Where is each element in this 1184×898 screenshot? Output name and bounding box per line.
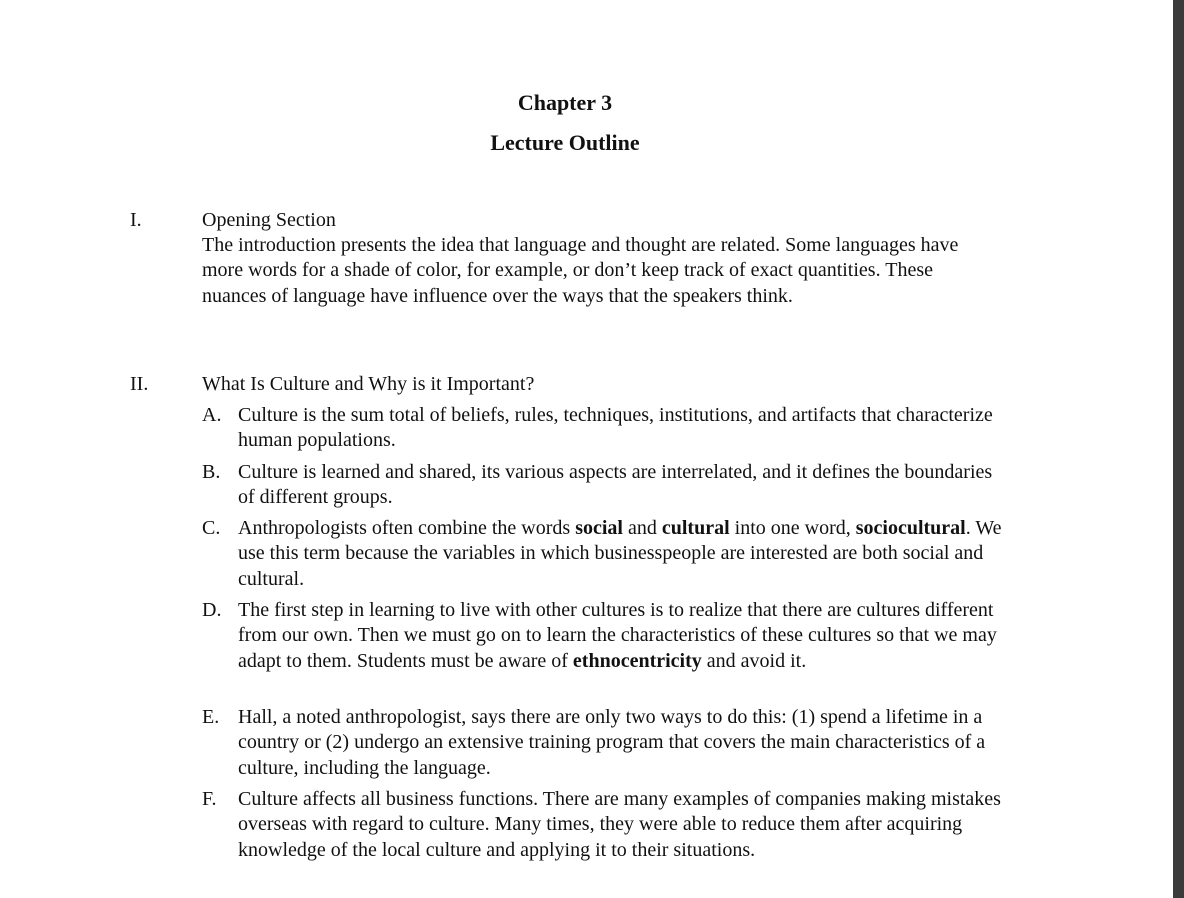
- outline-item-text: [238, 598, 1002, 674]
- outline-item-letter: D.: [202, 599, 222, 621]
- section-1-body: The introduction presents the idea that language and thought are related. Some languages have more words for a shade of color, for example, or don’t keep track of exact quantities. These nuances of language have influence over the ways that the speakers think.: [202, 234, 959, 307]
- term-ethnocentricity: ethnocentricity: [572, 649, 702, 672]
- outline-item-text: Culture affects all business functions. There are many examples of companies making mistakes overseas with regard to culture. Many times, they were able to reduce them after acquiring knowledge of the local culture and applying it to their situations.: [238, 788, 1001, 861]
- outline-item-e: [202, 705, 1002, 781]
- term-social: social: [575, 517, 623, 539]
- chapter-title: Chapter 3: [517, 90, 613, 115]
- section-1-title: Opening Section: [202, 209, 336, 231]
- outline-item-b: [202, 460, 1002, 511]
- text-run: The first step in learning to live with other cultures is to realize that there are cultures different from our own. Then we must go on to learn the characteristics of these cultures so that we may adapt to them. Students must be aware of: [238, 599, 997, 672]
- outline-item-letter: C.: [202, 517, 221, 539]
- section-2-title: What Is Culture and Why is it Important?: [202, 373, 535, 395]
- scrollbar[interactable]: [1173, 0, 1184, 898]
- outline-item-letter: B.: [202, 461, 221, 483]
- outline-item-f: [202, 787, 1002, 863]
- section-1-numeral: I.: [130, 209, 142, 231]
- outline-item-text: Culture is learned and shared, its various aspects are interrelated, and it defines the boundaries of different groups.: [238, 461, 993, 509]
- text-run: . We use this term because the variables in which businesspeople are interested are both social and cultural.: [238, 517, 1002, 590]
- outline-item-letter: A.: [202, 404, 222, 426]
- outline-item-letter: F.: [202, 788, 217, 810]
- outline-item-text: [238, 516, 1002, 592]
- lecture-outline-title: Lecture Outline: [490, 130, 640, 155]
- outline-item-d: [202, 598, 1002, 674]
- outline-item-a: [202, 403, 1002, 454]
- outline-item-c: [202, 516, 1002, 592]
- text-run: into one word,: [729, 517, 856, 539]
- term-cultural: cultural: [661, 517, 730, 539]
- outline-item-text: Culture is the sum total of beliefs, rules, techniques, institutions, and artifacts that characterize human populations.: [238, 404, 993, 452]
- text-run: and avoid it.: [701, 649, 807, 672]
- term-sociocultural: sociocultural: [855, 517, 966, 539]
- text-run: Anthropologists often combine the words: [238, 517, 576, 539]
- text-run: and: [622, 517, 662, 539]
- section-2-numeral: II.: [130, 373, 149, 395]
- outline-item-letter: E.: [202, 706, 220, 728]
- outline-item-text: Hall, a noted anthropologist, says there are only two ways to do this: (1) spend a lifetime in a country or (2) undergo an extensive training program that covers the main characteristics of a culture, including the language.: [238, 706, 986, 779]
